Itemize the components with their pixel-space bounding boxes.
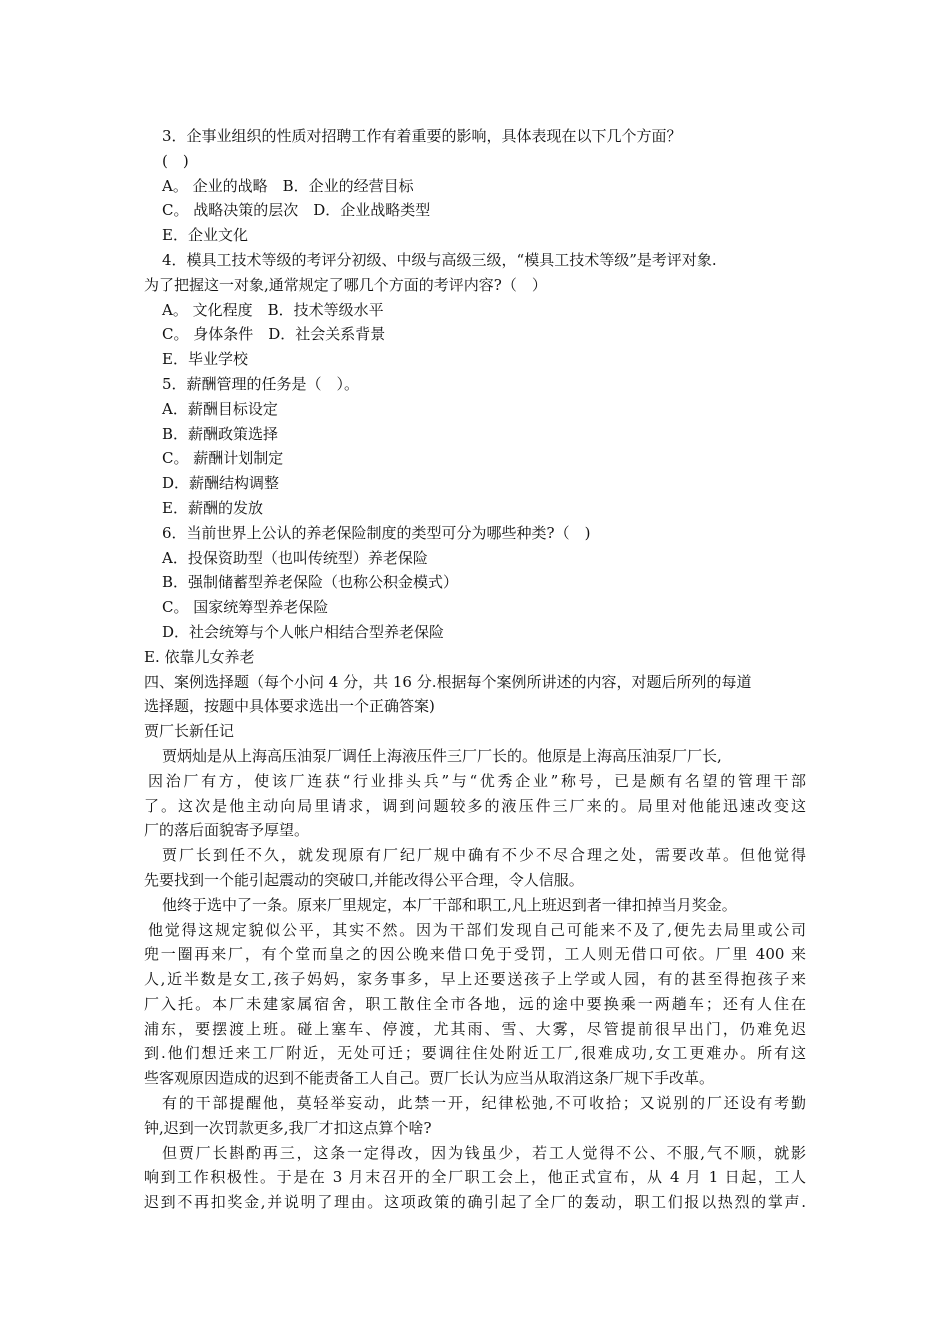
case-paragraph-line: 贾厂长到任不久，就发现原有厂纪厂规中确有不少不尽合理之处，需要改革。但他觉得 [162, 846, 806, 865]
option-line: C。 战略决策的层次 D．企业战略类型 [162, 201, 431, 220]
option-line: A．薪酬目标设定 [162, 399, 278, 418]
option-line: A．投保资助型（也叫传统型）养老保险 [162, 548, 428, 567]
case-paragraph-line: 贾炳灿是从上海高压油泵厂调任上海液压件三厂厂长的。他原是上海高压油泵厂厂长, [162, 746, 722, 765]
case-paragraph-line: 兜一圈再来厂，有个堂而皇之的因公晚来借口免于受罚，工人则无借口可依。厂里 400 来 [144, 945, 806, 964]
question-3-text: 3．企事业组织的性质对招聘工作有着重要的影响，具体表现在以下几个方面？ [162, 127, 682, 145]
case-paragraph-line: 他终于选中了一条。原来厂里规定，本厂干部和职工,凡上班迟到者一律扣掉当月奖金。 [162, 895, 737, 914]
question-5-text: 5．薪酬管理的任务是（ ）。 [162, 374, 360, 393]
option-line: E．企业文化 [162, 226, 248, 245]
case-paragraph-line: 钟,迟到一次罚款更多,我厂才扣这点算个啥? [144, 1118, 432, 1137]
section-4-heading-cont: 选择题，按题中具体要求选出一个正确答案) [144, 697, 435, 716]
question-4-text-cont: 为了把握这一对象,通常规定了哪几个方面的考评内容?（ ） [144, 275, 547, 294]
case-paragraph-line: 响到工作积极性。于是在 3 月末召开的全厂职工会上，他正式宣布，从 4 月 1 日起，工人 [144, 1168, 806, 1187]
case-paragraph-line: 了。这次是他主动向局里请求，调到问题较多的液压件三厂来的。局里对他能迅速改变这 [144, 796, 806, 815]
case-paragraph-line: 因治厂有方，使该厂连获“行业排头兵”与“优秀企业”称号，已是颇有名望的管理干部 [148, 771, 806, 790]
case-paragraph-line: 先要找到一个能引起震动的突破口,并能改得公平合理，令人信服。 [144, 870, 584, 889]
question-6-text: 6．当前世界上公认的养老保险制度的类型可分为哪些种类?（ ) [162, 523, 591, 542]
option-line: B．薪酬政策选择 [162, 424, 279, 443]
case-title: 贾厂长新任记 [144, 722, 235, 741]
option-line: E. 依靠儿女养老 [144, 647, 255, 666]
case-paragraph-line: 到.他们想迁来工厂附近，无处可迁；要调往住处附近工厂,很难成功,女工更难办。所有这 [144, 1044, 806, 1063]
case-paragraph-line: 他觉得这规定貌似公平，其实不然。因为干部们发现自己可能来不及了,便先去局里或公司 [148, 920, 806, 939]
case-paragraph-line: 厂入托。本厂未建家属宿舍，职工散住全市各地，远的途中要换乘一两趟车；还有人住在 [144, 994, 806, 1013]
question-3-blank: ( ) [162, 151, 189, 170]
option-line: C。 国家统筹型养老保险 [162, 598, 329, 617]
section-4-heading: 四、案例选择题（每个小问 4 分，共 16 分.根据每个案例所讲述的内容，对题后所列的每道 [144, 672, 752, 691]
option-line: D．薪酬结构调整 [162, 474, 280, 493]
option-line: A。 文化程度 B．技术等级水平 [162, 300, 384, 319]
case-paragraph-line: 些客观原因造成的迟到不能责备工人自己。贾厂长认为应当从取消这条厂规下手改革。 [144, 1069, 715, 1088]
case-paragraph-line: 人,近半数是女工,孩子妈妈，家务事多，早上还要送孩子上学或人园，有的甚至得抱孩子来 [144, 970, 806, 989]
document-body [144, 124, 806, 1215]
case-paragraph-line: 浦东，要摆渡上班。碰上塞车、停渡，尤其雨、雪、大雾，尽管提前很早出门，仍难免迟 [144, 1019, 806, 1038]
option-line: B．强制储蓄型养老保险（也称公积金模式） [162, 573, 459, 592]
option-line: C。 薪酬计划制定 [162, 449, 284, 468]
option-line: C。 身体条件 D．社会关系背景 [162, 325, 386, 344]
option-line: A。 企业的战略 B．企业的经营目标 [162, 176, 414, 195]
case-paragraph-line: 迟到不再扣奖金,并说明了理由。这项政策的确引起了全厂的轰动，职工们报以热烈的掌声. [144, 1193, 806, 1212]
option-line: E．毕业学校 [162, 350, 248, 369]
option-line: D．社会统筹与个人帐户相结合型养老保险 [162, 622, 445, 641]
case-paragraph-line: 但贾厂长斟酌再三，这条一定得改，因为钱虽少，若工人觉得不公、不服,气不顺，就影 [162, 1143, 806, 1162]
question-4-text: 4．模具工技术等级的考评分初级、中级与高级三级，“模具工技术等级”是考评对象. [162, 250, 717, 269]
case-paragraph-line: 厂的落后面貌寄予厚望。 [144, 821, 310, 840]
option-line: E．薪酬的发放 [162, 498, 263, 517]
case-paragraph-line: 有的干部提醒他，莫轻举妄动，此禁一开，纪律松弛,不可收拾；又说别的厂还设有考勤 [162, 1094, 806, 1113]
